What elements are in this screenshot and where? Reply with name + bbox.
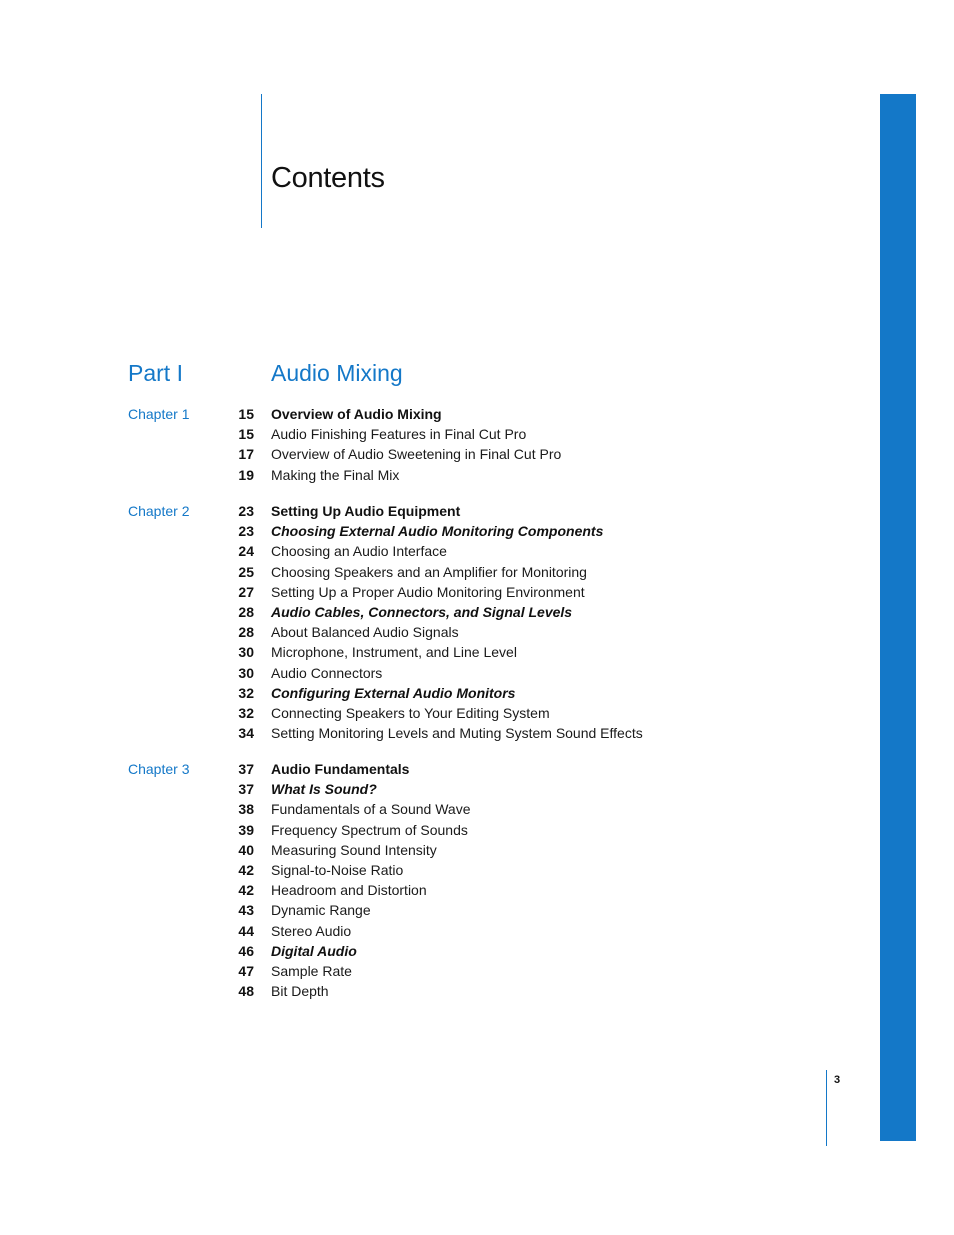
toc-entry-title: Setting Up Audio Equipment [271,503,461,519]
toc-entry-title: Dynamic Range [271,902,371,919]
toc-entry[interactable] [0,981,954,1001]
toc-page-number: 19 [238,466,254,483]
toc-entry[interactable] [0,880,954,900]
toc-entry[interactable] [0,759,954,779]
toc-entry-title: Setting Up a Proper Audio Monitoring Environment [271,583,585,600]
toc-entry[interactable] [0,723,954,743]
toc-page-number: 42 [238,882,254,899]
toc-entry-title: Signal-to-Noise Ratio [271,862,404,878]
toc-entry-title: Choosing an Audio Interface [271,543,447,560]
toc-entry[interactable] [0,465,954,485]
page-number-rule [826,1070,827,1146]
toc-entry[interactable] [0,703,954,723]
toc-page-number: 25 [238,563,254,580]
toc-page-number: 15 [238,406,254,422]
toc-entry[interactable] [0,663,954,683]
toc-entry-title: Configuring External Audio Monitors [271,684,516,701]
toc-entry-title: Stereo Audio [271,922,352,939]
toc-entry-title: Making the Final Mix [271,466,400,483]
toc-entry-title: Headroom and Distortion [271,882,427,899]
toc-page-number: 30 [238,644,254,661]
toc-entry[interactable] [0,582,954,602]
toc-page-number: 38 [238,801,254,818]
toc-entry[interactable] [0,779,954,799]
toc-entry-title: Audio Connectors [271,664,383,681]
toc-entry[interactable] [0,444,954,464]
toc-page-number: 46 [238,942,254,959]
page-title: Contents [271,162,385,194]
toc-page-number: 39 [238,821,254,838]
toc-entry[interactable] [0,683,954,703]
toc-page-number: 44 [238,922,254,939]
toc-page-number: 32 [238,705,254,721]
toc-entry-title: Digital Audio [271,942,357,959]
toc-entry[interactable] [0,562,954,582]
toc-page-number: 34 [238,725,254,742]
toc-entry[interactable] [0,521,954,541]
title-rule [261,94,262,228]
toc-page-number: 40 [238,841,254,858]
toc-entry-title: Setting Monitoring Levels and Muting System Sound Effects [271,725,643,742]
toc-page-number: 37 [238,761,254,777]
chapter-label: Chapter 1 [128,406,190,422]
toc-entry[interactable] [0,501,954,521]
toc-entry[interactable] [0,541,954,561]
toc-page-number: 28 [238,624,254,641]
toc-entry-title: Overview of Audio Mixing [271,406,442,422]
toc-entry-title: Sample Rate [271,963,352,979]
toc-page-number: 42 [238,862,254,878]
toc-entry-title: Audio Finishing Features in Final Cut Pro [271,426,527,443]
toc-page-number: 24 [238,543,254,560]
toc-entry[interactable] [0,424,954,444]
toc-entry[interactable] [0,642,954,662]
toc-entry[interactable] [0,860,954,880]
page-number: 3 [834,1074,841,1086]
toc-page-number: 30 [238,664,254,681]
toc-entry[interactable] [0,602,954,622]
toc-entry[interactable] [0,404,954,424]
toc-entry-title: Connecting Speakers to Your Editing System [271,705,550,721]
toc-entry[interactable] [0,921,954,941]
toc-page-number: 43 [238,902,254,919]
toc-page-number: 28 [238,604,254,620]
toc-entry[interactable] [0,900,954,920]
toc-entry-title: Audio Cables, Connectors, and Signal Levels [271,604,573,620]
toc-entry-title: Fundamentals of a Sound Wave [271,801,471,818]
toc-page-number: 17 [238,446,254,463]
toc-entry-title: Choosing External Audio Monitoring Components [271,523,604,540]
toc-page-number: 23 [238,503,254,519]
toc-page-number: 15 [238,426,254,443]
toc-entry[interactable] [0,941,954,961]
toc-entry[interactable] [0,799,954,819]
toc-entry-title: Bit Depth [271,983,329,1000]
toc-page-number: 48 [238,983,254,1000]
toc-entry[interactable] [0,820,954,840]
toc-page-number: 23 [238,523,254,540]
part-title: Audio Mixing [271,360,403,386]
chapter-label: Chapter 3 [128,761,190,777]
toc-entry[interactable] [0,840,954,860]
part-label: Part I [128,360,183,386]
toc-entry-title: Microphone, Instrument, and Line Level [271,644,517,661]
toc-entry-title: Choosing Speakers and an Amplifier for Monitoring [271,563,587,580]
toc-entry-title: Frequency Spectrum of Sounds [271,821,468,838]
toc-page-number: 37 [238,781,254,798]
toc-entry-title: Audio Fundamentals [271,761,410,777]
chapter-label: Chapter 2 [128,503,190,519]
toc-entry-title: What Is Sound? [271,781,377,798]
toc-entry[interactable] [0,622,954,642]
toc-entry-title: Overview of Audio Sweetening in Final Cut Pro [271,446,562,463]
toc-page-number: 47 [238,963,254,979]
toc-entry[interactable] [0,961,954,981]
toc-entry-title: About Balanced Audio Signals [271,624,459,641]
toc-page-number: 32 [238,684,254,701]
toc-entry-title: Measuring Sound Intensity [271,841,437,858]
toc-page-number: 27 [238,583,254,600]
